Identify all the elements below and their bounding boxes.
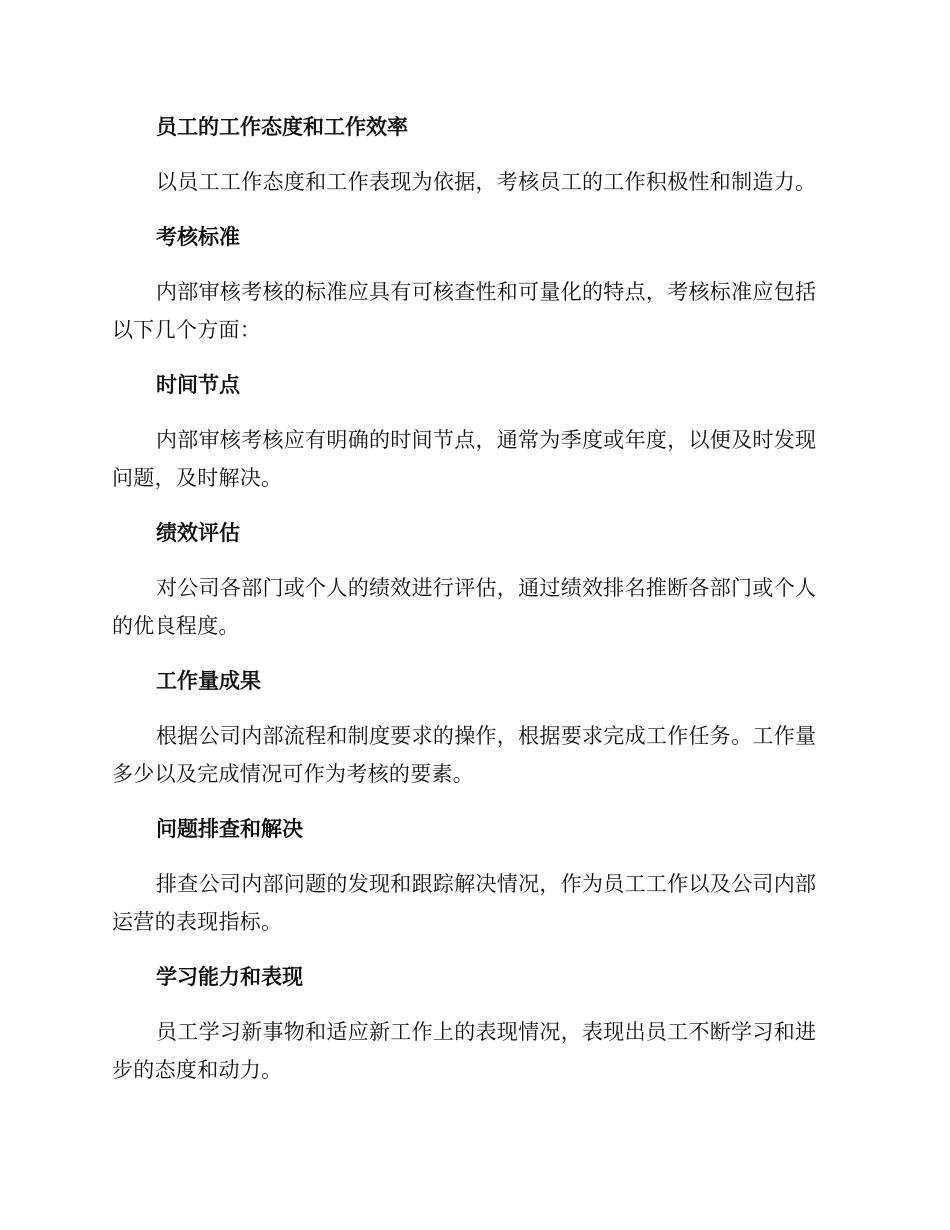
section-paragraph: 内部审核考核应有明确的时间节点，通常为季度或年度，以便及时发现问题，及时解决。 [112,428,817,490]
document-content [112,108,832,1106]
section-paragraph: 根据公司内部流程和制度要求的操作，根据要求完成工作任务。工作量多少以及完成情况可作为考核的要素。 [112,724,817,786]
section-heading: 学习能力和表现 [156,965,303,989]
section-heading: 员工的工作态度和工作效率 [156,115,408,139]
section-paragraph: 排查公司内部问题的发现和跟踪解决情况，作为员工工作以及公司内部运营的表现指标。 [112,872,817,934]
section-heading: 问题排查和解决 [156,817,303,841]
section-paragraph: 员工学习新事物和适应新工作上的表现情况，表现出员工不断学习和进步的态度和动力。 [112,1020,817,1082]
section-paragraph: 以员工工作态度和工作表现为依据，考核员工的工作积极性和制造力。 [156,170,817,194]
section-heading: 工作量成果 [156,669,261,693]
section-heading: 绩效评估 [156,521,240,545]
section-paragraph: 内部审核考核的标准应具有可核查性和可量化的特点，考核标准应包括以下几个方面： [112,280,817,342]
section-heading: 考核标准 [156,225,240,249]
section-heading: 时间节点 [156,373,240,397]
section-paragraph: 对公司各部门或个人的绩效进行评估，通过绩效排名推断各部门或个人的优良程度。 [112,576,817,638]
